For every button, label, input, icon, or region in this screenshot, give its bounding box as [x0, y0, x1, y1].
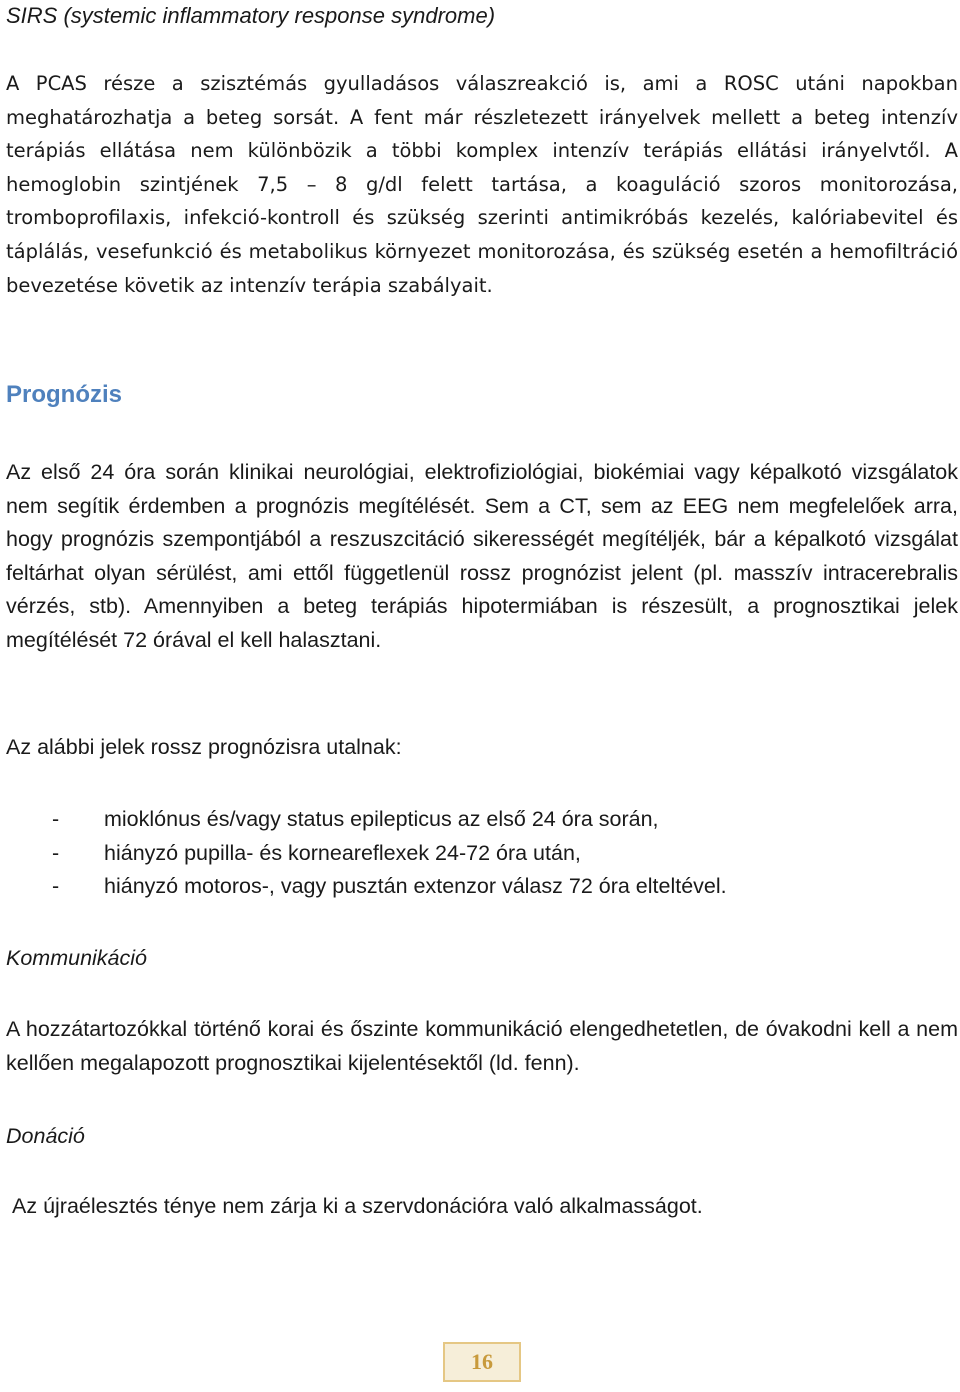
prognosis-paragraph: Az első 24 óra során klinikai neurológiai, elektrofiziológiai, biokémiai vagy képalkotó vizsgálatok nem segítik érdemben a prognózis megítélését. Sem a CT, sem az EEG nem megfelelőek arra, hogy prognózis szempontjából a reszuszcitáció sikerességét megítéljék, bár a képalkotó vizsgálat feltárhat olyan sérülést, ami ettől függetlenül rossz prognózist jelent (pl. masszív intracerebralis vérzés, stb). Amennyiben a beteg terápiás hipotermiában is részesült, a prognosztikai jelek megítélését 72 órával el kell halasztani. — [6, 460, 958, 652]
list-item — [6, 803, 958, 837]
list-marker: - — [52, 840, 60, 865]
section-heading-prognosis: Prognózis — [6, 381, 123, 408]
section-heading-communication: Kommunikáció — [6, 946, 147, 970]
list-item — [6, 870, 958, 904]
list-marker: - — [52, 874, 60, 899]
donation-paragraph: Az újraélesztés ténye nem zárja ki a szervdonációra való alkalmasságot. — [12, 1194, 703, 1218]
list-item-text: hiányzó pupilla- és korneareflexek 24-72 óra után, — [104, 840, 581, 865]
poor-prognosis-list — [6, 803, 958, 904]
sirs-paragraph: A PCAS része a szisztémás gyulladásos válaszreakció is, ami a ROSC utáni napokban meghatározhatja a beteg sorsát. A fent már részletezett irányelvek mellett a beteg intenzív terápiás ellátása nem különbözik a többi komplex intenzív terápiás ellátási irányelvtől. A hemoglobin szintjének 7,5 – 8 g/dl felett tartása, a koaguláció szoros monitorozása, tromboprofilaxis, infekció-kontroll és szükség szerinti antimikróbás kezelés, kalóriabevitel és táplálás, vesefunkció és metabolikus környezet monitorozása, és szükség esetén a hemofiltráció bevezetése követik az intenzív terápia szabályait. — [6, 72, 958, 297]
list-item — [6, 837, 958, 871]
list-item-text: hiányzó motoros-, vagy pusztán extenzor válasz 72 óra elteltével. — [104, 874, 727, 899]
section-heading-donation: Donáció — [6, 1124, 85, 1148]
prognosis-list-intro: Az alábbi jelek rossz prognózisra utalnak: — [6, 735, 402, 759]
communication-paragraph: A hozzátartozókkal történő korai és őszinte kommunikáció elengedhetetlen, de óvakodni kell a nem kellően megalapozott prognosztikai kijelentésektől (ld. fenn). — [6, 1017, 958, 1075]
page-number-box — [443, 1342, 521, 1382]
list-marker: - — [52, 807, 60, 831]
section-heading-sirs: SIRS (systemic inflammatory response syndrome) — [6, 3, 496, 28]
page-number: 16 — [471, 1349, 493, 1374]
list-item-text: mioklónus és/vagy status epilepticus az első 24 óra során, — [104, 807, 659, 831]
